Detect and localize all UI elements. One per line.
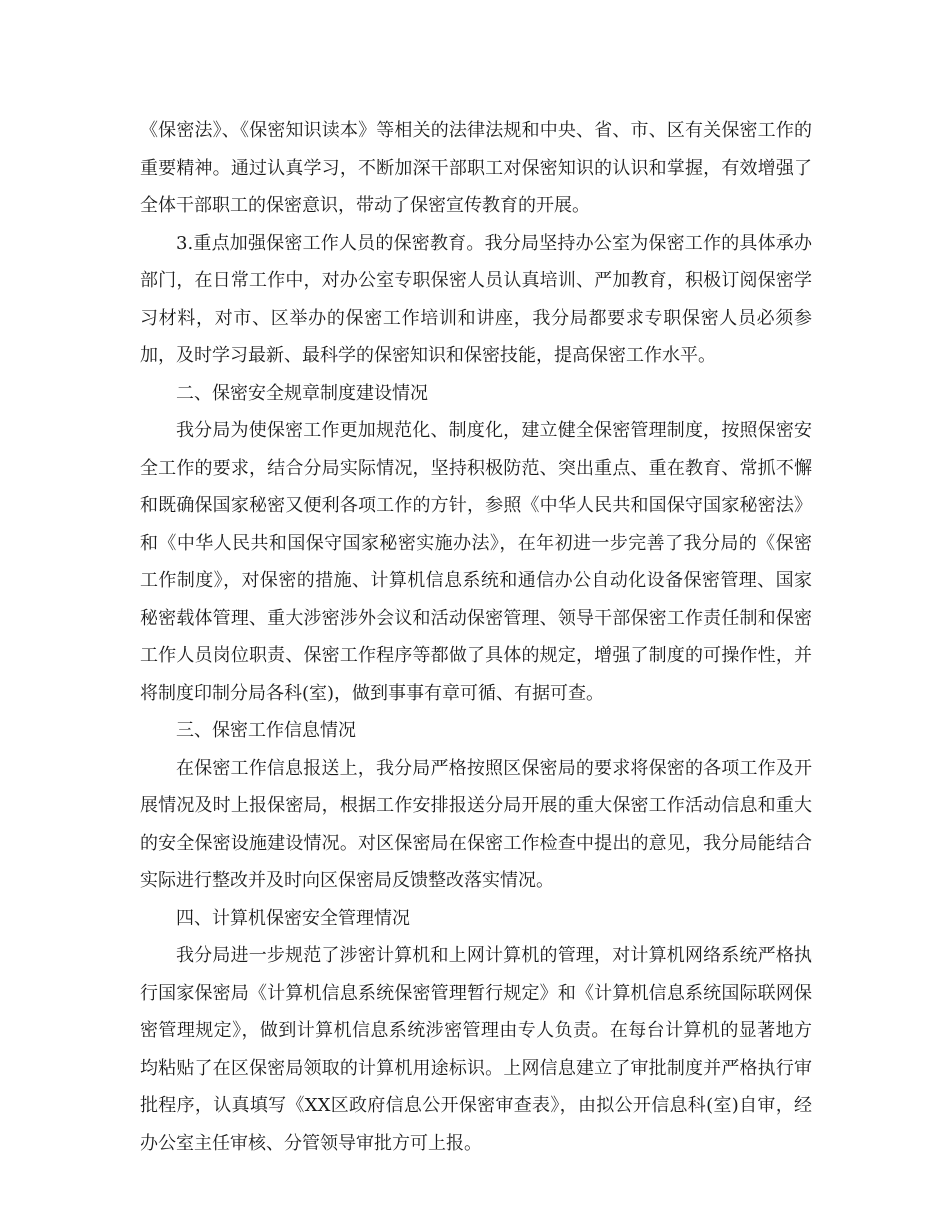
section-heading-information: 三、保密工作信息情况 xyxy=(176,720,356,741)
paragraph-staff-education: 3.重点加强保密工作人员的保密教育。我分局坚持办公室为保密工作的具体承办部门，在日常工作中，对办公室专职保密人员认真培训、严加教育，积极订阅保密学习材料，对市、区举办的保密工作培训和讲座，我分局都要求专职保密人员必须参加，及时学习最新、最科学的保密知识和保密技能，提高保密工作水平。 xyxy=(140,232,812,366)
document-page xyxy=(140,112,812,1162)
paragraph-computer-security: 我分局进一步规范了涉密计算机和上网计算机的管理，对计算机网络系统严格执行国家保密局《计算机信息系统保密管理暂行规定》和《计算机信息系统国际联网保密管理规定》，做到计算机信息系统涉密管理由专人负责。在每台计算机的显著地方均粘贴了在区保密局领取的计算机用途标识。上网信息建立了审批制度并严格执行审批程序，认真填写《XX区政府信息公开保密审查表》，由拟公开信息科(室)自审，经办公室主任审核、分管领导审批方可上报。 xyxy=(140,945,812,1154)
section-heading-regulations: 二、保密安全规章制度建设情况 xyxy=(176,382,428,404)
paragraph-information: 在保密工作信息报送上，我分局严格按照区保密局的要求将保密的各项工作及开展情况及时上报保密局，根据工作安排报送分局开展的重大保密工作活动信息和重大的安全保密设施建设情况。对区保密局在保密工作检查中提出的意见，我分局能结合实际进行整改并及时向区保密局反馈整改落实情况。 xyxy=(140,757,812,891)
paragraph-regulations: 我分局为使保密工作更加规范化、制度化，建立健全保密管理制度，按照保密安全工作的要求，结合分局实际情况，坚持积极防范、突出重点、重在教育、常抓不懈和既确保国家秘密又便利各项工作的方针，参照《中华人民共和国保守国家秘密法》和《中华人民共和国保守国家秘密实施办法》，在年初进一步完善了我分局的《保密工作制度》，对保密的措施、计算机信息系统和通信办公自动化设备保密管理、国家秘密载体管理、重大涉密涉外会议和活动保密管理、领导干部保密工作责任制和保密工作人员岗位职责、保密工作程序等都做了具体的规定，增强了制度的可操作性，并将制度印制分局各科(室)，做到事事有章可循、有据可查。 xyxy=(140,420,812,704)
section-heading-computer-security: 四、计算机保密安全管理情况 xyxy=(176,907,410,929)
paragraph-continuation: 《保密法》、《保密知识读本》等相关的法律法规和中央、省、市、区有关保密工作的重要精神。通过认真学习，不断加深干部职工对保密知识的认识和掌握，有效增强了全体干部职工的保密意识，带动了保密宣传教育的开展。 xyxy=(140,120,812,216)
